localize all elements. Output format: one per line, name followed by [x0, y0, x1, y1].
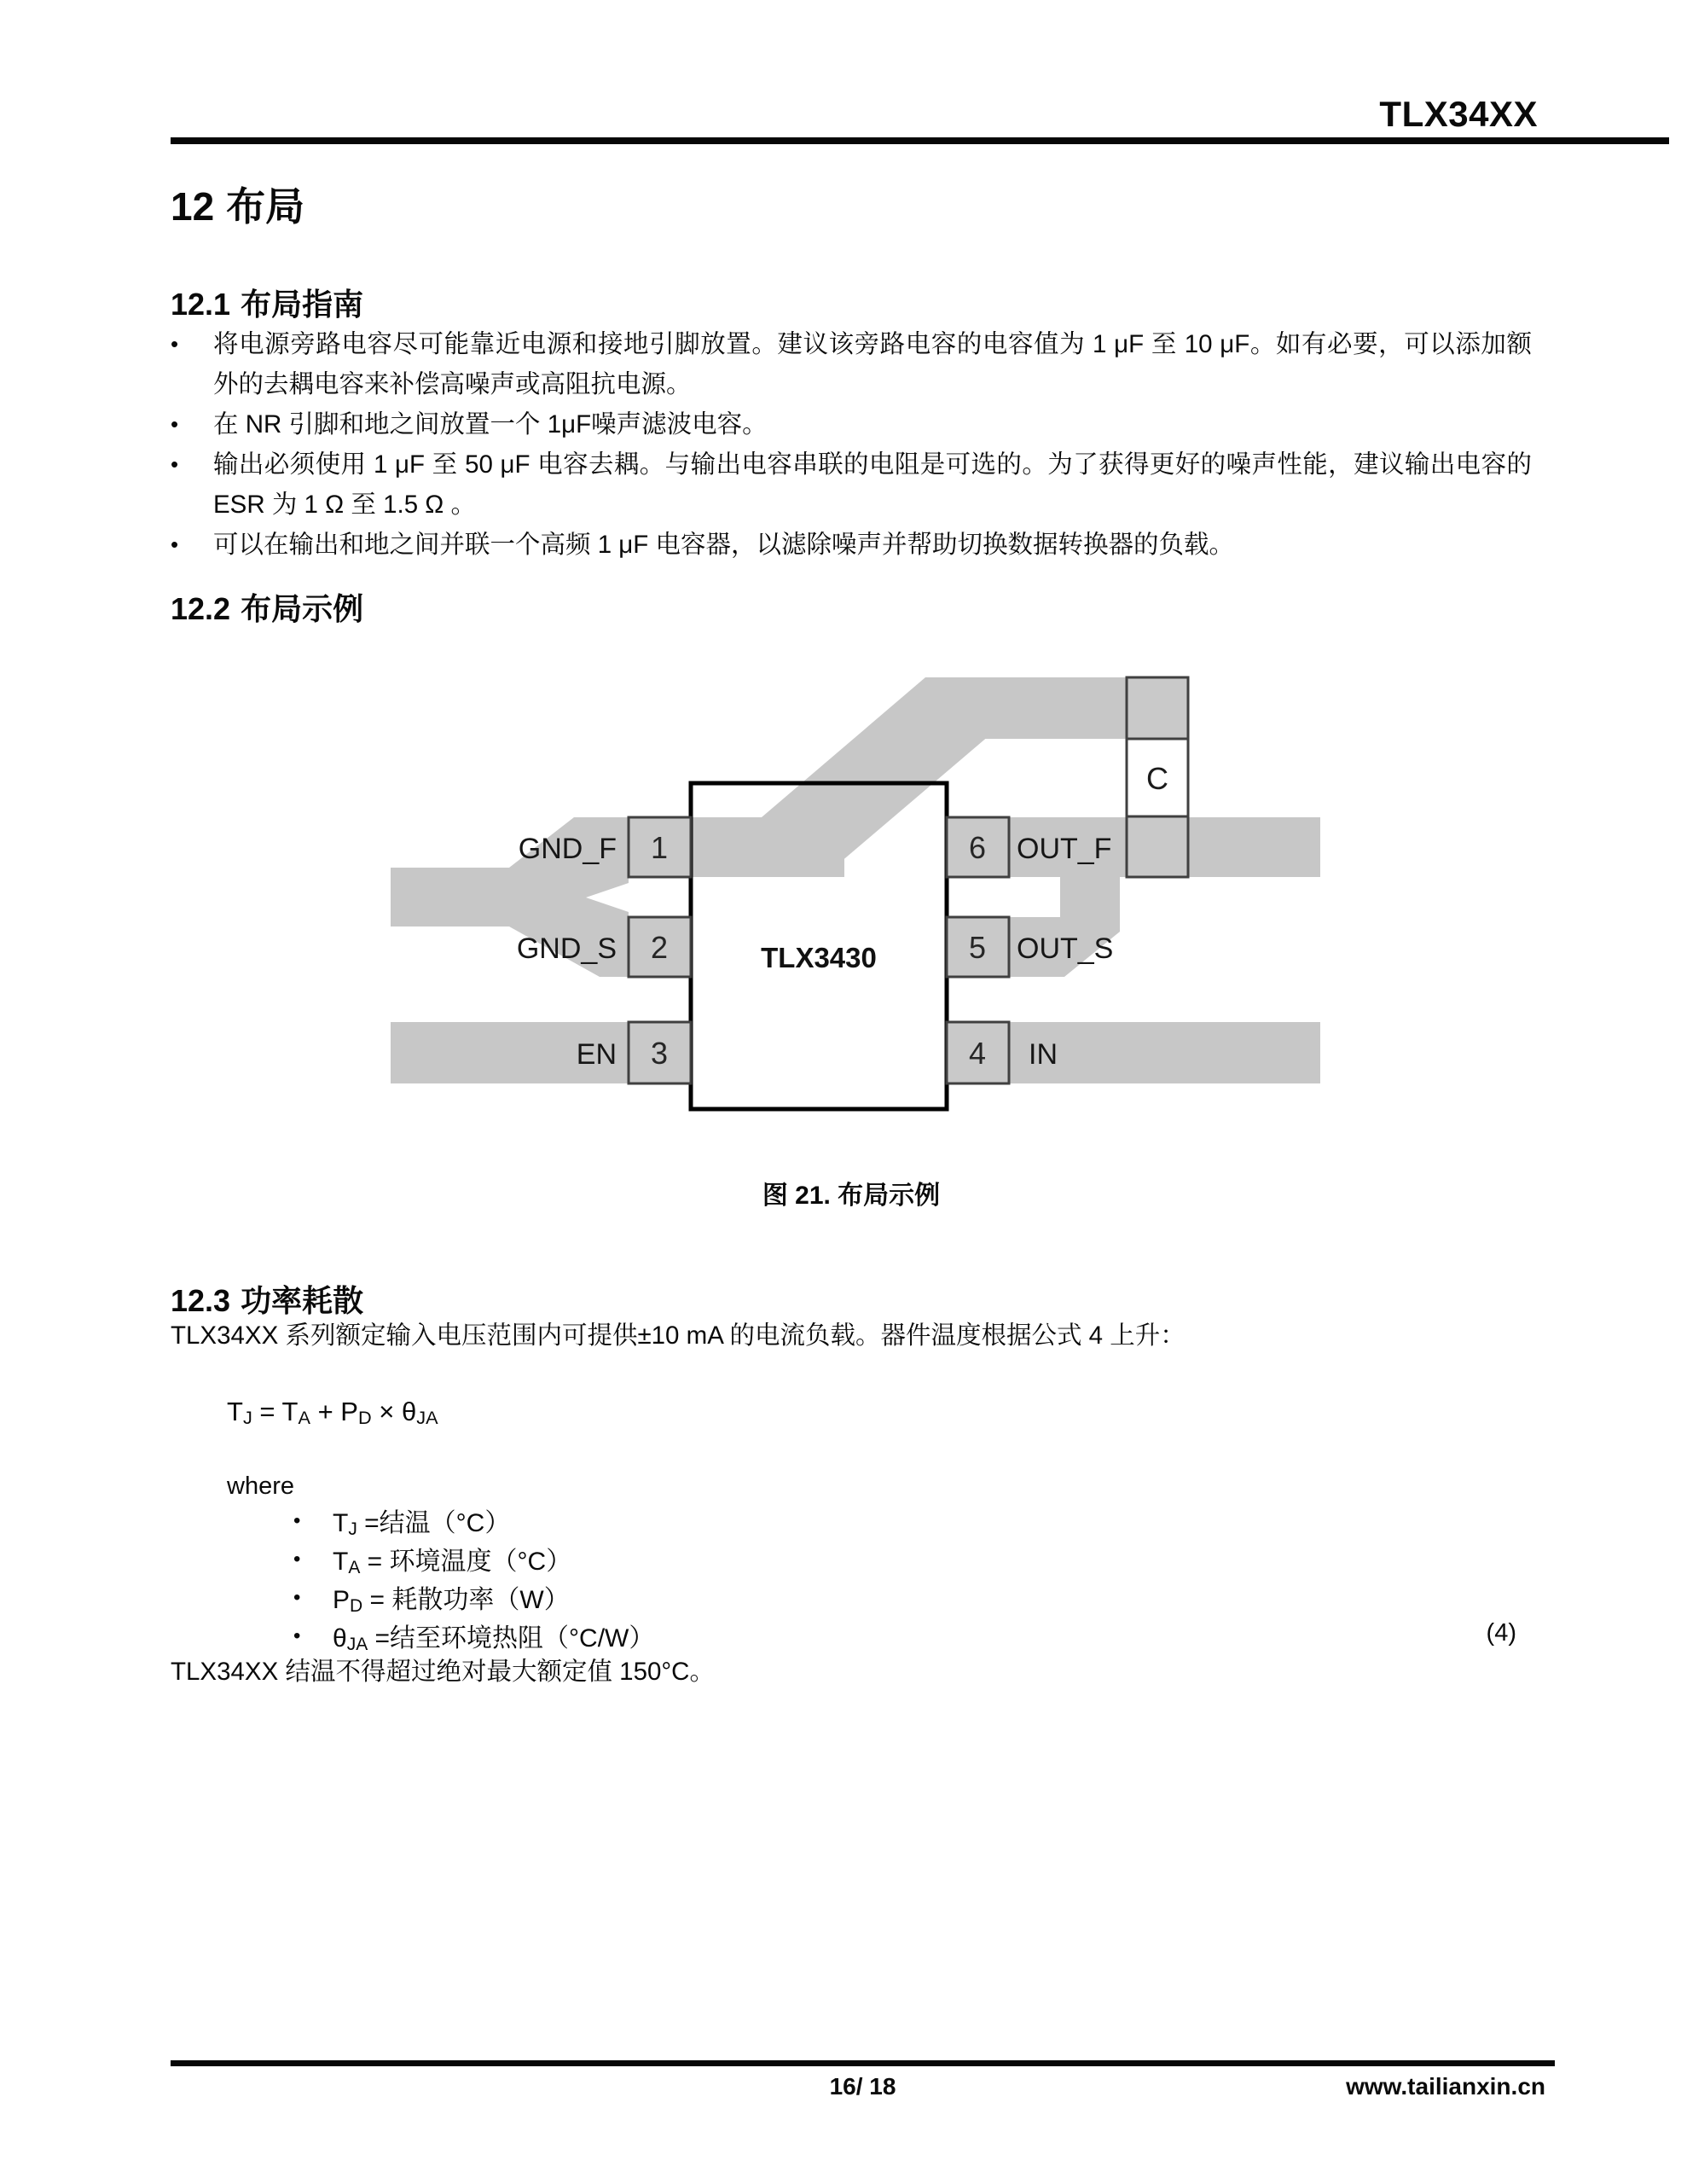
definition-item [293, 1502, 654, 1540]
section-title: 布局 [226, 184, 305, 229]
pin-number-3: 3 [650, 1036, 669, 1071]
section-title: 布局示例 [241, 591, 364, 626]
eq-subscript: D [357, 1406, 372, 1428]
equation-number: (4) [1486, 1619, 1516, 1647]
figure-caption: 图 21. 布局示例 [762, 1182, 941, 1210]
list-item-text: 输出必须使用 1 μF 至 50 μF 电容去耦。与输出电容串联的电阻是可选的。为了获得更好的噪声性能，建议输出电容的 ESR 为 1 Ω 至 1.5 Ω 。 [213, 450, 1532, 519]
pin-number-2: 2 [650, 930, 669, 965]
equation-definitions-list [293, 1502, 654, 1655]
definition-text: θJA =结至环境热阻（°C/W） [333, 1624, 655, 1654]
section-12-2-heading [171, 585, 363, 629]
list-item [171, 324, 1532, 404]
pin-label-in: IN [1029, 1038, 1058, 1071]
bullet-icon: • [171, 451, 179, 477]
pin-label-gnd-f: GND_F [518, 833, 617, 865]
definition-item [293, 1540, 654, 1578]
max-junction-temp-note: TLX34XX 结温不得超过绝对最大额定值 150°C。 [171, 1658, 715, 1686]
trace-pin1-inner [691, 817, 844, 877]
eq-term: + P [310, 1397, 358, 1426]
bullet-icon: • [171, 411, 179, 437]
definition-text: TJ =结温（°C） [333, 1509, 511, 1539]
capacitor-pad-top [1127, 677, 1188, 739]
bullet-icon: • [171, 531, 179, 557]
chip-label: TLX3430 [761, 942, 877, 973]
where-label: where [227, 1472, 294, 1500]
eq-subscript: J [242, 1406, 252, 1428]
layout-guidelines-list [171, 324, 1532, 565]
bullet-icon: • [293, 1623, 301, 1647]
website-link[interactable]: www.tailianxin.cn [1346, 2073, 1545, 2100]
list-item-text: 在 NR 引脚和地之间放置一个 1μF噪声滤波电容。 [213, 410, 768, 439]
section-title: 布局指南 [241, 287, 364, 322]
capacitor-pad-bottom [1127, 816, 1188, 877]
list-item [171, 525, 1532, 565]
section-number: 12 [171, 184, 215, 229]
page-header-title: TLX34XX [1379, 94, 1538, 134]
definition-item [293, 1578, 654, 1617]
section-number: 12.3 [171, 1283, 231, 1318]
definition-text: TA = 环境温度（°C） [333, 1548, 572, 1577]
layout-example-diagram [367, 648, 1373, 1139]
power-dissipation-intro: TLX34XX 系列额定输入电压范围内可提供±10 mA 的电流负载。器件温度根据公式 4 上升： [171, 1321, 1186, 1350]
pin-number-4: 4 [968, 1036, 987, 1071]
pin-number-5: 5 [968, 930, 987, 965]
page-number: 16/ 18 [829, 2073, 896, 2100]
pin-number-1: 1 [650, 830, 669, 865]
capacitor-label: C [1146, 761, 1168, 796]
list-item [171, 444, 1532, 525]
section-number: 12.1 [171, 287, 231, 322]
eq-subscript: JA [416, 1406, 438, 1428]
eq-term: × θ [371, 1397, 417, 1426]
bullet-icon: • [293, 1585, 301, 1609]
junction-temperature-equation [227, 1397, 438, 1429]
bullet-icon: • [293, 1547, 301, 1571]
section-number: 12.2 [171, 591, 231, 626]
pin-label-out-f: OUT_F [1017, 833, 1112, 865]
header-rule [171, 137, 1669, 144]
pin-label-out-s: OUT_S [1017, 932, 1114, 965]
list-item-text: 将电源旁路电容尽可能靠近电源和接地引脚放置。建议该旁路电容的电容值为 1 μF 至 10 μF。如有必要，可以添加额外的去耦电容来补偿高噪声或高阻抗电源。 [213, 330, 1532, 398]
definition-item [293, 1617, 654, 1655]
eq-term: = T [252, 1397, 299, 1426]
eq-term: T [227, 1397, 243, 1426]
bullet-icon: • [293, 1508, 301, 1532]
list-item-text: 可以在输出和地之间并联一个高频 1 μF 电容器，以滤除噪声并帮助切换数据转换器的负载。 [213, 531, 1235, 559]
definition-text: PD = 耗散功率（W） [333, 1586, 570, 1616]
eq-subscript: A [298, 1406, 310, 1428]
pin-label-en: EN [576, 1038, 617, 1071]
bullet-icon: • [171, 331, 179, 357]
pin-label-gnd-s: GND_S [516, 932, 617, 965]
list-item [171, 404, 1532, 444]
footer-rule [171, 2060, 1555, 2066]
section-title: 功率耗散 [241, 1283, 364, 1318]
pin-number-6: 6 [968, 830, 987, 865]
section-12-1-heading [171, 281, 363, 324]
section-12-3-heading [171, 1277, 363, 1321]
section-12-heading [171, 176, 304, 232]
